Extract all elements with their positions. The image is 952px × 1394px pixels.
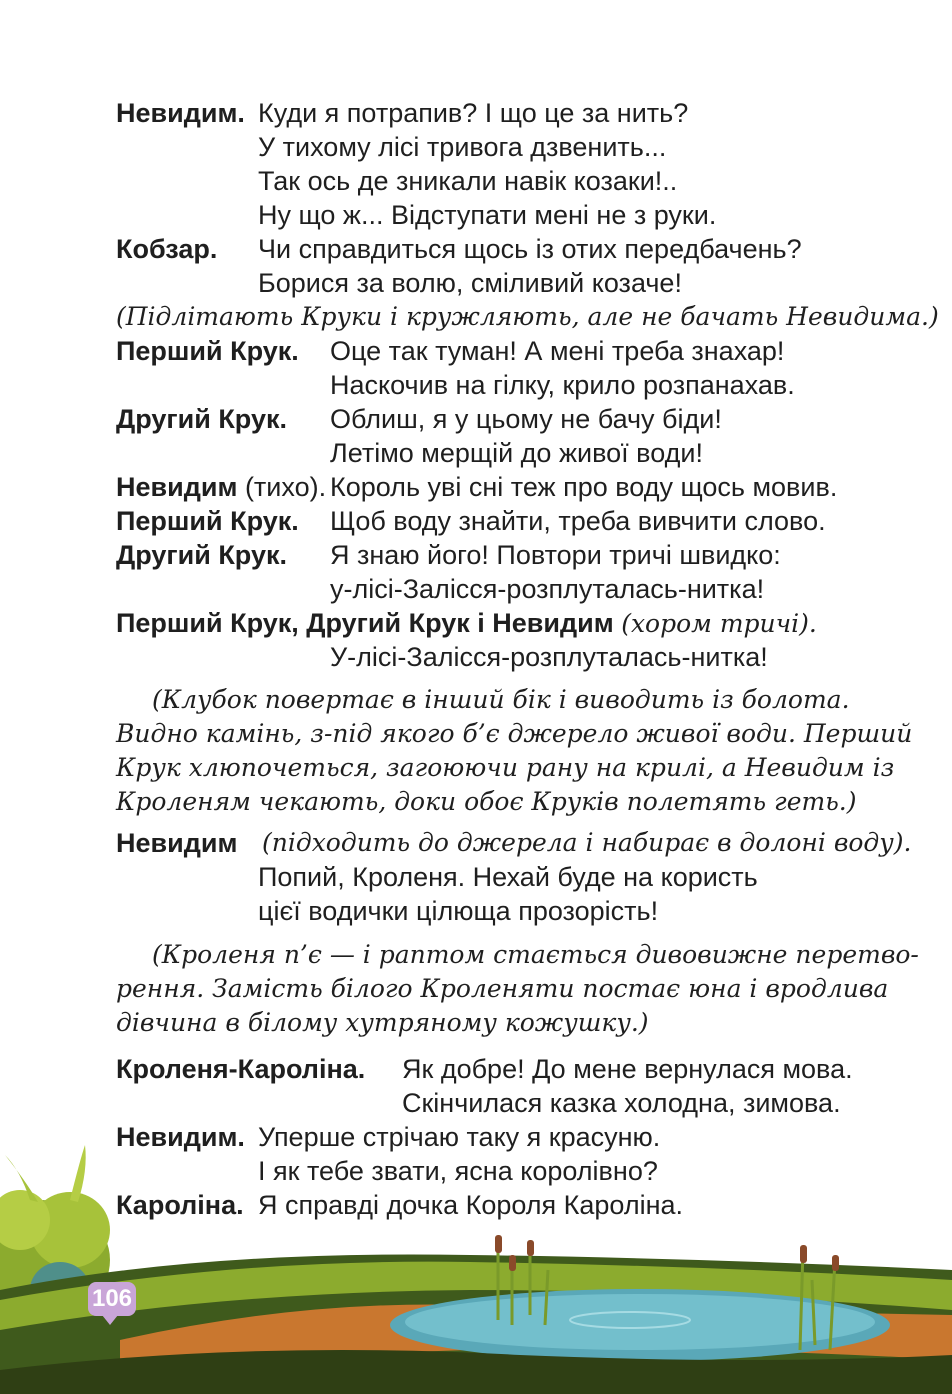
speaker-krolenia-karolina: Кроленя-Кароліна.	[116, 1054, 366, 1084]
speaker-second-raven: Другий Крук.	[116, 404, 287, 434]
dialogue-line: Борися за волю, сміливий козаче!	[258, 268, 682, 298]
dialogue-line: Наскочив на гілку, крило розпанахав.	[330, 370, 795, 400]
speaker-with-note	[116, 470, 326, 504]
direction-line: (Кроленя п’є — і раптом стається дивовижне перетво-	[152, 940, 919, 969]
dialogue-line: Щоб воду знайти, треба вивчити слово.	[330, 506, 826, 536]
dialogue-line: у-лісі-Залісся-розплуталась-нитка!	[330, 574, 765, 604]
speaker-chorus: Перший Крук, Другий Крук і Невидим	[116, 608, 614, 638]
pond-landscape-illustration	[0, 1140, 952, 1394]
dialogue-line: Король уві сні теж про воду щось мовив.	[330, 472, 838, 502]
speaker-with-note	[116, 606, 817, 641]
speaker-karolina: Кароліна.	[116, 1190, 244, 1220]
dialogue-line: Облиш, я у цьому не бачу біди!	[330, 404, 722, 434]
dialogue-line: Скінчилася казка холодна, зимова.	[402, 1088, 841, 1118]
stage-direction-paragraph	[116, 683, 913, 819]
speaker-nevydym: Невидим.	[116, 98, 245, 128]
direction-line: рення. Замість білого Кроленяти постає юна і вродлива	[116, 974, 889, 1003]
dialogue-line: Так ось де зникали навік козаки!..	[258, 166, 678, 196]
direction-line: дівчина в білому хутряному кожушку.)	[116, 1008, 649, 1037]
direction-line: (Клубок повертає в інший бік і виводить із болота.	[152, 685, 850, 714]
dialogue-line: Чи справдиться щось із отих передбачень?	[258, 234, 802, 264]
dialogue-line: Як добре! До мене вернулася мова.	[402, 1054, 853, 1084]
speaker-nevydym: Невидим	[116, 472, 238, 502]
page-number: 106	[88, 1282, 136, 1316]
direction-line: Кроленям чекають, доки обоє Круків полетять геть.)	[116, 787, 857, 816]
dialogue-line: Я знаю його! Повтори тричі швидко:	[330, 540, 781, 570]
dialogue-line: цієї водички цілюща прозорість!	[258, 896, 659, 926]
speaker-first-raven: Перший Крук.	[116, 336, 299, 366]
dialogue-line: У тихому лісі тривога дзвенить...	[258, 132, 667, 162]
dialogue-line: Летімо мерщій до живої води!	[330, 438, 703, 468]
speaker-first-raven: Перший Крук.	[116, 506, 299, 536]
direction-line: Видно камінь, з-під якого б’є джерело живої води. Перший	[116, 719, 913, 748]
dialogue-line: Оце так туман! А мені треба знахар!	[330, 336, 785, 366]
dialogue-line: І як тебе звати, ясна королівно?	[258, 1156, 658, 1186]
dialogue-line: Я справді дочка Короля Кароліна.	[258, 1190, 684, 1220]
speaker-note: (підходить до джерела і набирає в долоні воду).	[262, 828, 912, 857]
dialogue-line: Куди я потрапив? І що це за нить?	[258, 98, 689, 128]
dialogue-line: У-лісі-Залісся-розплуталась-нитка!	[330, 642, 768, 672]
speaker-kobzar: Кобзар.	[116, 234, 218, 264]
direction-line: Крук хлюпочеться, загоюючи рану на крилі, а Невидим із	[116, 753, 895, 782]
stage-direction: (Підлітають Круки і кружляють, але не бачать Невидима.)	[116, 302, 939, 331]
stage-direction-paragraph	[116, 938, 919, 1040]
dialogue-line: Попий, Кроленя. Нехай буде на користь	[258, 862, 758, 892]
speaker-nevydym: Невидим.	[116, 1122, 245, 1152]
speaker-note: (хором тричі).	[621, 609, 817, 638]
dialogue-line: Ну що ж... Відступати мені не з руки.	[258, 200, 717, 230]
speaker-second-raven: Другий Крук.	[116, 540, 287, 570]
dialogue-line: Уперше стрічаю таку я красуню.	[258, 1122, 661, 1152]
speaker-nevydym: Невидим	[116, 828, 238, 858]
speaker-note: (тихо).	[244, 472, 327, 502]
